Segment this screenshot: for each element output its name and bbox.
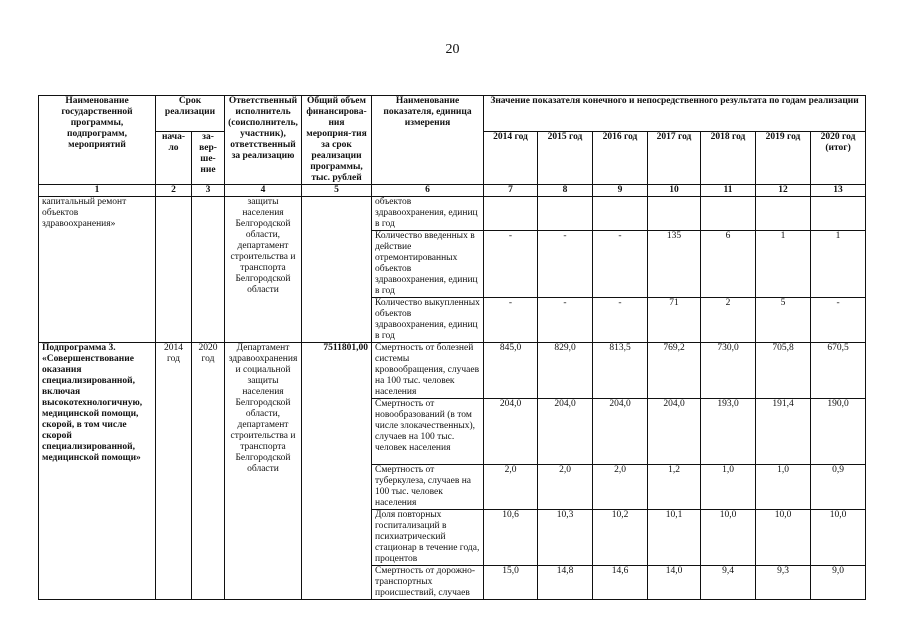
term-end: [192, 197, 225, 343]
value-2020: 190,0: [811, 399, 866, 465]
value-2014: -: [484, 298, 538, 343]
value-2019: 191,4: [756, 399, 811, 465]
col-number: 7: [484, 185, 538, 197]
value-2014: 2,0: [484, 465, 538, 510]
header-indicator: Наименование показателя, единица измерения: [372, 96, 484, 185]
value-2015: 10,3: [538, 510, 593, 566]
header-term: Срок реализации: [156, 96, 225, 132]
executor: Департамент здравоохранения и социальной защиты населения Белгородской области, департамент строительства и транспорта Белгородской области: [225, 343, 302, 600]
header-year-2019: 2019 год: [756, 132, 811, 185]
col-number: 1: [39, 185, 156, 197]
indicator-name: Количество введенных в действие отремонтированных объектов здравоохранения, единиц в год: [372, 231, 484, 298]
term-end: 2020 год: [192, 343, 225, 600]
value-2018: 10,0: [701, 510, 756, 566]
value-2019: 10,0: [756, 510, 811, 566]
value-2020: 0,9: [811, 465, 866, 510]
value-2015: -: [538, 231, 593, 298]
value-2018: 2: [701, 298, 756, 343]
value-2015: 204,0: [538, 399, 593, 465]
value-2015: -: [538, 298, 593, 343]
value-2019: [756, 197, 811, 231]
value-2020: 10,0: [811, 510, 866, 566]
column-numbers-row: [39, 185, 866, 197]
header-year-2015: 2015 год: [538, 132, 593, 185]
value-2018: 6: [701, 231, 756, 298]
header-finance: Общий объем финансирова-ния мероприя-тия за срок реализации программы, тыс. рублей: [302, 96, 372, 185]
value-2020: 9,0: [811, 566, 866, 600]
value-2019: 705,8: [756, 343, 811, 399]
value-2018: 9,4: [701, 566, 756, 600]
value-2018: 1,0: [701, 465, 756, 510]
value-2014: 204,0: [484, 399, 538, 465]
col-number: 11: [701, 185, 756, 197]
value-2017: 71: [648, 298, 701, 343]
indicator-name: Смертность от туберкулеза, случаев на 100 тыс. человек населения: [372, 465, 484, 510]
col-number: 2: [156, 185, 192, 197]
term-start: 2014 год: [156, 343, 192, 600]
value-2016: -: [593, 231, 648, 298]
header-values-title: Значение показателя конечного и непосредственного результата по годам реализации: [484, 96, 866, 132]
indicators-table: [38, 95, 866, 600]
value-2016: 2,0: [593, 465, 648, 510]
finance: [302, 197, 372, 343]
header-year-2016: 2016 год: [593, 132, 648, 185]
col-number: 10: [648, 185, 701, 197]
table-row: [39, 197, 866, 231]
header-year-2020: 2020 год (итог): [811, 132, 866, 185]
executor: защиты населения Белгородской области, департамент строительства и транспорта Белгородской области: [225, 197, 302, 343]
value-2019: 9,3: [756, 566, 811, 600]
value-2016: 10,2: [593, 510, 648, 566]
header-year-2018: 2018 год: [701, 132, 756, 185]
value-2016: [593, 197, 648, 231]
value-2015: 2,0: [538, 465, 593, 510]
value-2016: 14,6: [593, 566, 648, 600]
value-2016: 813,5: [593, 343, 648, 399]
value-2018: 730,0: [701, 343, 756, 399]
col-number: 4: [225, 185, 302, 197]
col-number: 9: [593, 185, 648, 197]
page-number: 20: [445, 42, 460, 57]
value-2015: 829,0: [538, 343, 593, 399]
value-2018: [701, 197, 756, 231]
value-2014: 15,0: [484, 566, 538, 600]
indicator-name: Смертность от болезней системы кровообращения, случаев на 100 тыс. человек населения: [372, 343, 484, 399]
value-2019: 1,0: [756, 465, 811, 510]
col-number: 8: [538, 185, 593, 197]
value-2014: 845,0: [484, 343, 538, 399]
value-2017: 204,0: [648, 399, 701, 465]
header-year-2017: 2017 год: [648, 132, 701, 185]
indicator-name: объектов здравоохранения, единиц в год: [372, 197, 484, 231]
col-number: 5: [302, 185, 372, 197]
col-number: 12: [756, 185, 811, 197]
col-number: 13: [811, 185, 866, 197]
value-2020: -: [811, 298, 866, 343]
term-start: [156, 197, 192, 343]
header-name: Наименование государственной программы, подпрограмм, мероприятий: [39, 96, 156, 185]
value-2015: [538, 197, 593, 231]
indicator-name: Смертность от новообразований (в том числе злокачественных), случаев на 100 тыс. человек населения: [372, 399, 484, 465]
value-2018: 193,0: [701, 399, 756, 465]
indicator-name: Доля повторных госпитализаций в психиатрический стационар в течение года, процентов: [372, 510, 484, 566]
value-2020: [811, 197, 866, 231]
value-2020: 670,5: [811, 343, 866, 399]
subprogram-name: Подпрограмма 3. «Совершенствование оказания специализированной, включая высокотехнологичную, медицинской помощи, скорой, в том числе скорой специализированной, медицинской помощи»: [39, 343, 156, 600]
value-2017: 14,0: [648, 566, 701, 600]
value-2014: 10,6: [484, 510, 538, 566]
value-2017: [648, 197, 701, 231]
header-term-start: нача-ло: [156, 132, 192, 185]
value-2017: 10,1: [648, 510, 701, 566]
finance: 7511801,00: [302, 343, 372, 600]
value-2016: 204,0: [593, 399, 648, 465]
value-2016: -: [593, 298, 648, 343]
table-row: [39, 343, 866, 399]
value-2017: 135: [648, 231, 701, 298]
col-number: 3: [192, 185, 225, 197]
value-2019: 5: [756, 298, 811, 343]
header-year-2014: 2014 год: [484, 132, 538, 185]
header-term-end: за-вер-ше-ние: [192, 132, 225, 185]
col-number: 6: [372, 185, 484, 197]
indicator-name: Смертность от дорожно-транспортных происшествий, случаев: [372, 566, 484, 600]
header-executor: Ответственный исполнитель (соисполнитель, участник), ответственный за реализацию: [225, 96, 302, 185]
value-2020: 1: [811, 231, 866, 298]
value-2017: 769,2: [648, 343, 701, 399]
value-2014: [484, 197, 538, 231]
value-2015: 14,8: [538, 566, 593, 600]
program-name: капитальный ремонт объектов здравоохранения»: [39, 197, 156, 343]
value-2019: 1: [756, 231, 811, 298]
value-2014: -: [484, 231, 538, 298]
value-2017: 1,2: [648, 465, 701, 510]
indicator-name: Количество выкупленных объектов здравоохранения, единиц в год: [372, 298, 484, 343]
